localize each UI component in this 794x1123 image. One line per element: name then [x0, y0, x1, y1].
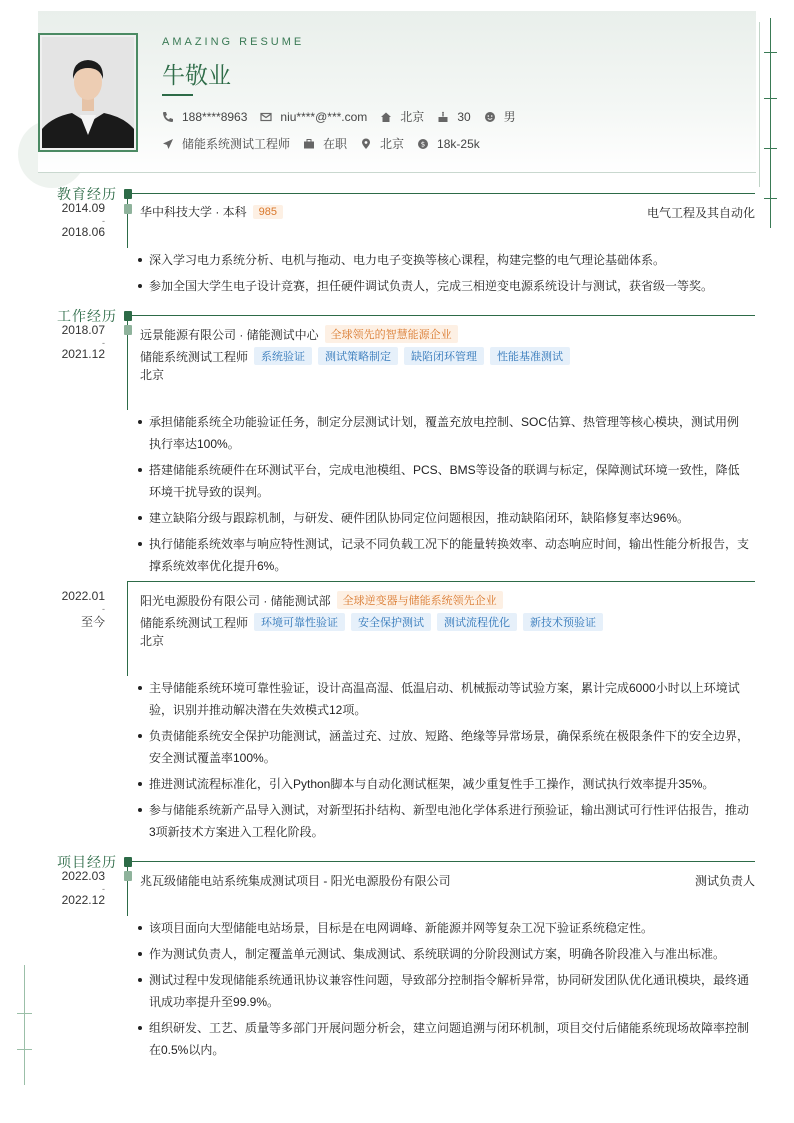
- section-divider: [132, 861, 755, 862]
- list-item: 深入学习电力系统分析、电机与拖动、电力电子变换等核心课程，构建完整的电气理论基础体系。: [138, 249, 750, 271]
- gender-text: 男: [503, 110, 516, 124]
- list-item: 组织研发、工艺、质量等多部门开展问题分析会，建立问题追溯与闭环机制，项目交付后储能系统现场故障率控制在0.5%以内。: [138, 1017, 750, 1061]
- decorative-tick: [764, 98, 777, 99]
- salary-text: 18k-25k: [437, 136, 480, 151]
- skill-tag: 性能基准测试: [490, 347, 570, 365]
- skill-tag: 测试策略制定: [318, 347, 398, 365]
- job2-bullets: [138, 677, 750, 847]
- decorative-line: [770, 18, 771, 228]
- company-tag: 全球逆变器与储能系统领先企业: [337, 591, 503, 609]
- smile-icon: [484, 111, 496, 123]
- section-divider: [132, 315, 755, 316]
- home-city-item: [380, 108, 424, 125]
- date-separator: -: [102, 338, 105, 348]
- section-title-education: 教育经历: [57, 186, 117, 202]
- status-text: 在职: [323, 137, 348, 151]
- timeline-line: [127, 193, 128, 248]
- role-row: [140, 347, 570, 365]
- briefcase-icon: [303, 138, 315, 150]
- job2-end-date: 至今: [80, 615, 105, 629]
- project-name: 兆瓦级储能电站系统集成测试项目 - 阳光电源股份有限公司: [140, 874, 451, 888]
- list-item: 搭建储能系统硬件在环测试平台，完成电池模组、PCS、BMS等设备的联调与标定，保障测试环境一致性，降低环境干扰导致的误判。: [138, 459, 750, 503]
- skill-tag: 测试流程优化: [437, 613, 517, 631]
- status-item: [303, 135, 347, 152]
- timeline-line: [127, 861, 128, 916]
- phone-text: 188****8963: [182, 109, 248, 124]
- role-title: 储能系统测试工程师: [140, 349, 249, 364]
- candidate-name: 牛敬业: [162, 63, 231, 89]
- list-item: 执行储能系统效率与响应特性测试，记录不同负载工况下的能量转换效率、动态响应时间，输出性能分析报告，支撑系统效率优化提升6%。: [138, 533, 750, 577]
- contact-row: [162, 108, 529, 125]
- edu-start-date: 2014.09: [61, 201, 105, 215]
- gender-item: [484, 108, 516, 125]
- job1-end-date: 2021.12: [61, 347, 105, 361]
- cake-icon: [437, 111, 449, 123]
- age-item: [437, 110, 470, 124]
- target-job-text: 储能系统测试工程师: [182, 137, 291, 151]
- list-item: 负责储能系统安全保护功能测试，涵盖过充、过放、短路、绝缘等异常场景，确保系统在极限条件下的安全边界，安全测试覆盖率100%。: [138, 725, 750, 769]
- list-item: 参与储能系统新产品导入测试，对新型拓扑结构、新型电池化学体系进行预验证，输出测试可行性评估报告，推动3项新技术方案进入工程化阶段。: [138, 799, 750, 843]
- home-icon: [380, 111, 392, 123]
- entry-marker: [124, 871, 132, 881]
- list-item: 该项目面向大型储能电站场景，目标是在电网调峰、新能源并网等复杂工况下验证系统稳定性。: [138, 917, 750, 939]
- send-icon: [162, 138, 174, 150]
- mail-icon: [260, 111, 272, 123]
- target-city-item: [360, 135, 404, 152]
- home-city-text: 北京: [400, 110, 425, 124]
- decorative-tick: [764, 148, 777, 149]
- job-city: 北京: [140, 368, 165, 382]
- entry-divider: [127, 581, 755, 582]
- edu-end-date: 2018.06: [61, 225, 105, 239]
- date-separator: -: [102, 884, 105, 894]
- job2-start-date: 2022.01: [61, 589, 105, 603]
- decorative-tick: [17, 1013, 32, 1014]
- decorative-tick: [17, 1049, 32, 1050]
- section-title-work: 工作经历: [57, 308, 117, 324]
- job1-start-date: 2018.07: [61, 323, 105, 337]
- header-eyebrow: AMAZING RESUME: [162, 36, 305, 48]
- list-item: 推进测试流程标准化，引入Python脚本与自动化测试框架，减少重复性手工操作，测试执行效率提升35%。: [138, 773, 750, 795]
- age-text: 30: [457, 109, 471, 124]
- major: 电气工程及其自动化: [646, 206, 755, 220]
- section-marker: [124, 189, 132, 199]
- phone-icon: [162, 111, 174, 123]
- list-item: 建立缺陷分级与跟踪机制，与研发、硬件团队协同定位问题根因，推动缺陷闭环，缺陷修复率达96%。: [138, 507, 750, 529]
- job-intent-row: [162, 135, 493, 152]
- list-item: 测试过程中发现储能系统通讯协议兼容性问题，导致部分控制指令解析异常，协同研发团队优化通讯模块，最终通讯成功率提升至99.9%。: [138, 969, 750, 1013]
- company-row: [140, 591, 503, 609]
- section-marker: [124, 311, 132, 321]
- project-start-date: 2022.03: [61, 869, 105, 883]
- list-item: 作为测试负责人，制定覆盖单元测试、集成测试、系统联调的分阶段测试方案，明确各阶段准入与准出标准。: [138, 943, 750, 965]
- target-job-item: [162, 135, 290, 152]
- phone-item: [162, 110, 247, 124]
- timeline-line: [127, 581, 128, 676]
- section-title-projects: 项目经历: [57, 854, 117, 870]
- school-row: [140, 203, 283, 220]
- salary-item: [417, 137, 480, 151]
- role-row: [140, 613, 603, 631]
- role-title: 储能系统测试工程师: [140, 615, 249, 630]
- section-divider: [132, 193, 755, 194]
- job1-bullets: [138, 411, 750, 581]
- company-name: 远景能源有限公司 · 储能测试中心: [140, 327, 319, 342]
- company-row: [140, 325, 458, 343]
- school-badge: 985: [253, 205, 283, 219]
- school-name: 华中科技大学 · 本科: [140, 205, 247, 219]
- skill-tag: 系统验证: [254, 347, 312, 365]
- project-role: 测试负责人: [694, 874, 755, 888]
- skill-tag: 缺陷闭环管理: [404, 347, 484, 365]
- avatar: [42, 37, 134, 148]
- svg-text:$: $: [420, 140, 426, 148]
- skill-tag: 环境可靠性验证: [254, 613, 345, 631]
- header-divider: [38, 172, 756, 173]
- entry-marker: [124, 325, 132, 335]
- company-name: 阳光电源股份有限公司 · 储能测试部: [140, 593, 331, 608]
- company-tag: 全球领先的智慧能源企业: [325, 325, 458, 343]
- decorative-tick: [764, 52, 777, 53]
- entry-marker: [124, 204, 132, 214]
- email-item: [260, 110, 367, 124]
- decorative-line: [759, 22, 760, 187]
- decorative-tick: [764, 198, 777, 199]
- date-separator: -: [102, 216, 105, 226]
- list-item: 参加全国大学生电子设计竞赛，担任硬件调试负责人，完成三相逆变电源系统设计与测试，获省级一等奖。: [138, 275, 750, 297]
- job-city: 北京: [140, 634, 165, 648]
- name-underline: [162, 94, 193, 96]
- list-item: 主导储能系统环境可靠性验证，设计高温高湿、低温启动、机械振动等试验方案，累计完成6000小时以上环境试验，识别并推动解决潜在失效模式12项。: [138, 677, 750, 721]
- money-icon: [417, 138, 429, 150]
- target-city-text: 北京: [380, 137, 405, 151]
- section-marker: [124, 857, 132, 867]
- location-pin-icon: [360, 138, 372, 150]
- project-end-date: 2022.12: [61, 893, 105, 907]
- list-item: 承担储能系统全功能验证任务，制定分层测试计划，覆盖充放电控制、SOC估算、热管理等核心模块，测试用例执行率达100%。: [138, 411, 750, 455]
- project-bullets: [138, 917, 750, 1065]
- edu-bullets: [138, 249, 750, 301]
- date-separator: -: [102, 604, 105, 614]
- email-text: niu****@***.com: [280, 109, 368, 124]
- skill-tag: 新技术预验证: [523, 613, 603, 631]
- skill-tag: 安全保护测试: [351, 613, 431, 631]
- profile-photo: [38, 33, 138, 152]
- decorative-line: [24, 965, 25, 1085]
